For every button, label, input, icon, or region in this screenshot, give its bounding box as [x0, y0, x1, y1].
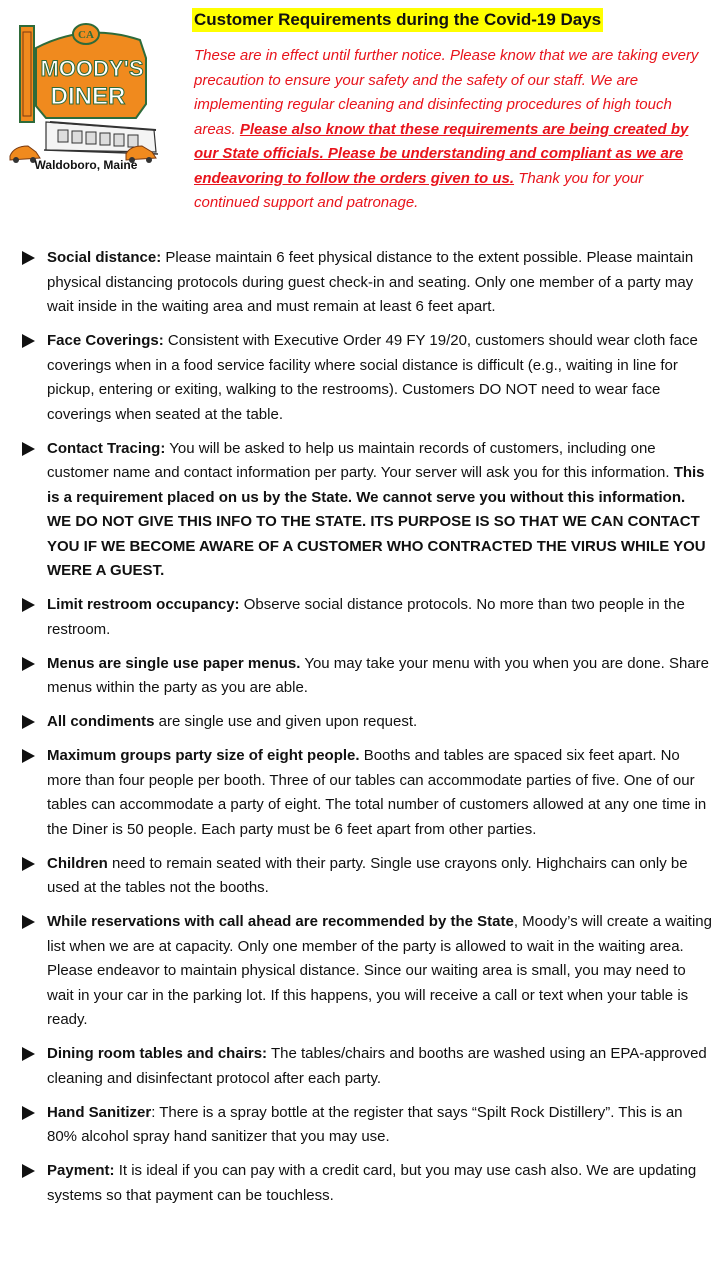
item-text: are single use and given upon request.: [154, 713, 418, 730]
list-item: [22, 1159, 712, 1208]
item-lead: Maximum groups party size of eight people.: [47, 747, 360, 764]
bullet-arrow-icon: [22, 915, 35, 929]
page-title: Customer Requirements during the Covid-19 Days: [192, 8, 603, 32]
item-strong-text: This is a requirement placed on us by the State. We cannot serve you without this information. WE DO NOT GIVE THIS INFO TO THE STATE. ITS PURPOSE IS SO THAT WE CAN CONTACT YOU IF WE BECOME AWARE OF A CUSTOMER WHO CONTRACTED THE VIRUS WHILE YOU WERE A GUEST.: [47, 464, 706, 579]
svg-text:MOODY'S: MOODY'S: [40, 56, 144, 81]
list-item: [22, 246, 712, 320]
bullet-arrow-icon: [22, 251, 35, 265]
item-text: : There is a spray bottle at the register that says “Spilt Rock Distillery”. This is an 80% alcohol spray hand sanitizer that you may use.: [47, 1103, 683, 1145]
list-item: [22, 1042, 712, 1091]
item-lead: Limit restroom occupancy:: [47, 596, 240, 613]
item-text: You will be asked to help us maintain records of customers, including one customer name and contact information per party. Your server will ask you for this information.: [47, 439, 674, 481]
svg-text:DINER: DINER: [50, 83, 126, 110]
item-lead: Menus are single use paper menus.: [47, 654, 301, 672]
item-text: Please maintain 6 feet physical distance to the extent possible. Please maintain physical distancing protocols during guest check-in and seating. Only one member of a party may wait inside in the waiting area and must remain at least 6 feet apart.: [47, 249, 694, 315]
item-text: Consistent with Executive Order 49 FY 19/20, customers should wear cloth face coverings when in a food service facility where social distance is difficult (e.g., waiting in line for pickup, entering or exiting, walking to the restrooms). Customers DO NOT need to wear face coverings when seated at the table.: [47, 332, 698, 423]
list-item: [22, 910, 712, 1033]
notice-outro: Thank you for your continued support and patronage.: [194, 169, 644, 211]
list-item: [22, 710, 712, 735]
bullet-arrow-icon: [22, 715, 35, 729]
item-lead: While reservations with call ahead are recommended by the State: [47, 913, 514, 930]
moodys-diner-logo: [6, 18, 166, 178]
item-lead: Payment:: [47, 1162, 115, 1179]
requirements-list: [22, 246, 712, 1218]
svg-text:CA: CA: [78, 29, 94, 41]
list-item: [22, 1101, 712, 1150]
diner-logo-graphic: [6, 18, 166, 178]
list-item: [22, 744, 712, 842]
bullet-arrow-icon: [22, 657, 35, 671]
item-text: Booths and tables are spaced six feet apart. No more than four people per booth. Three of our tables can accommodate parties of five. One of our tables can accommodate a party of eight. The total number of customers allowed at any one time in the Diner is 50 people. Each party must be 6 feet apart from other parties.: [47, 747, 707, 838]
item-lead: Face Coverings:: [47, 332, 164, 349]
item-text: , Moody’s will create a waiting list when we are at capacity. Only one member of the party is allowed to wait in the waiting area. Please endeavor to maintain physical distance. Since our waiting area is small, you may need to wait in your car in the parking lot. If this happens, you will receive a call or text when your table is ready.: [47, 913, 712, 1028]
list-item: [22, 852, 712, 901]
bullet-arrow-icon: [22, 1047, 35, 1061]
notice-paragraph: [194, 44, 708, 216]
item-lead: Contact Tracing:: [47, 439, 166, 457]
item-text: You may take your menu with you when you are done. Share menus within the party as you are able.: [47, 654, 710, 696]
list-item: [22, 329, 712, 427]
list-item: [22, 652, 712, 701]
item-text: It is ideal if you can pay with a credit card, but you may use cash also. We are updating systems so that payment can be touchless.: [47, 1162, 697, 1204]
list-item: [22, 437, 712, 584]
bullet-arrow-icon: [22, 334, 35, 348]
list-item: [22, 593, 712, 642]
item-text: need to remain seated with their party. Single use crayons only. Highchairs can only be used at the tables not the booths.: [47, 854, 688, 896]
bullet-arrow-icon: [22, 598, 35, 612]
item-lead: Hand Sanitizer: [47, 1103, 152, 1121]
item-lead: All condiments: [47, 713, 155, 730]
bullet-arrow-icon: [22, 1106, 35, 1120]
bullet-arrow-icon: [22, 857, 35, 871]
item-lead: Children: [47, 854, 108, 872]
item-lead: Social distance:: [47, 249, 162, 266]
notice-intro: These are in effect until further notice. Please know that we are taking every precaution to ensure your safety and the safety of our staff. We are implementing regular cleaning and disinfecting procedures of high touch areas.: [194, 47, 699, 138]
item-text: The tables/chairs and booths are washed using an EPA-approved cleaning and disinfectant protocol after each party.: [47, 1045, 707, 1087]
bullet-arrow-icon: [22, 442, 35, 456]
item-text: Observe social distance protocols. No more than two people in the restroom.: [47, 596, 685, 638]
bullet-arrow-icon: [22, 1164, 35, 1178]
logo-city-caption: Waldoboro, Maine: [34, 158, 138, 172]
notice-emphasis: Please also know that these requirements are being created by our State officials. Please be understanding and compliant as we are endeavoring to follow the orders given to us.: [194, 120, 689, 187]
item-lead: Dining room tables and chairs:: [47, 1045, 268, 1062]
bullet-arrow-icon: [22, 749, 35, 763]
